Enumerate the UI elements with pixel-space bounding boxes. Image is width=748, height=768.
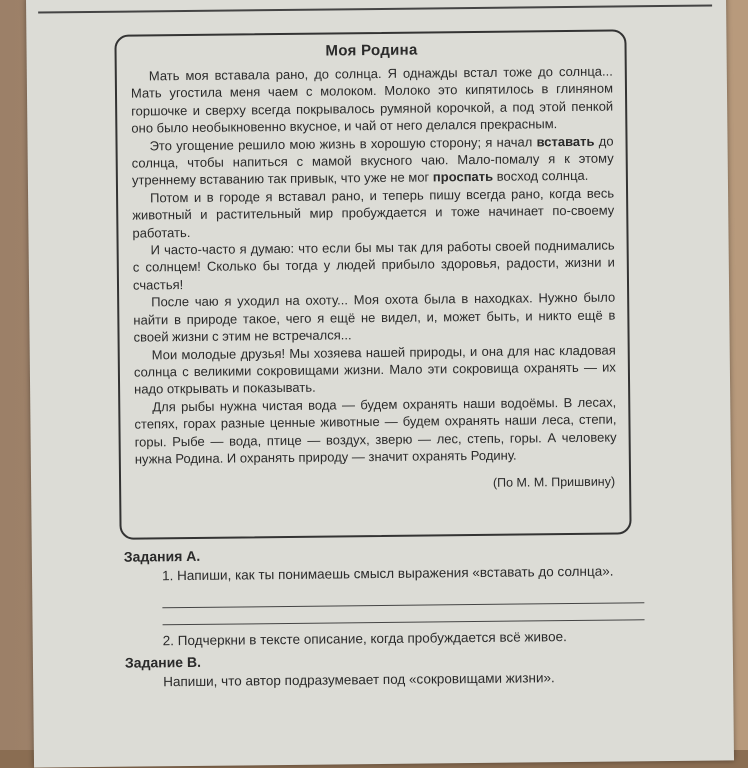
paragraph-3: Потом и в городе я вставал рано, и теперь пишу всегда рано, когда весь животный и растительный мир пробуждается и тоже начинает по-своему работать.: [132, 185, 615, 241]
paragraph-2: Это угощение решило мою жизнь в хорошую сторону; я начал вставать до солнца, чтобы напиться с мамой вкусного чаю. Мало-помалу я к этому утреннему вставанию так привык, что уже не мог проспать восход солнца.: [131, 133, 614, 189]
task-b: Напиши, что автор подразумевает под «сокровищами жизни».: [163, 670, 555, 690]
task-a2: 2. Подчеркни в тексте описание, когда пробуждается всё живое.: [162, 629, 567, 649]
author-attribution: (По М. М. Пришвину): [492, 474, 616, 491]
task-b-heading: Задание В.: [124, 653, 202, 671]
paragraph-1: Мать моя вставала рано, до солнца. Я однажды встал тоже до солнца... Мать угостила меня чаем с молоком. Молоко это кипятилось в глиняном горшочке и сверху всегда покрывалось румяной корочкой, а под этой пенкой оно было необыкновенно вкусное, и чай от него делался прекрасным.: [130, 63, 614, 136]
paragraph-7: Для рыбы нужна чистая вода — будем охранять наши водоёмы. В лесах, степях, горах разные ценные животные — будем охранять наши леса, степи, горы. Рыбе — вода, птице — воздух, зверю — лес, степь, горы. А человеку нужна Родина. И охранять природу — значит охранять Родину.: [134, 394, 617, 467]
story-frame: [114, 29, 631, 539]
paragraph-6: Мои молодые друзья! Мы хозяева нашей природы, и она для нас кладовая солнца с великими сокровищами жизни. Мало эти сокровища охранять — их надо открывать и показывать.: [133, 342, 616, 397]
bold-word-prospat: проспать: [432, 169, 494, 185]
story-title: Моя Родина: [325, 41, 418, 60]
worksheet-page: [26, 0, 734, 768]
top-rule: [38, 5, 712, 14]
paragraph-4: И часто-часто я думаю: что если бы мы так для работы своей поднимались с солнцем! Сколько бы тогда у людей прибыло здоровья, радости, жизни и счастья!: [132, 237, 615, 293]
bold-word-vstavat: вставать: [536, 133, 595, 149]
answer-line[interactable]: [162, 605, 644, 625]
tasks-section: [124, 543, 645, 691]
tasks-a-heading: Задания А.: [123, 547, 201, 565]
task-a1: 1. Напиши, как ты понимаешь смысл выражения «вставать до солнца».: [161, 563, 614, 584]
paragraph-5: После чаю я уходил на охоту... Моя охота была в находках. Нужно было найти в природе такое, чего я ещё не видел, и, может быть, и никто ещё в своей жизни с этим не встречался...: [133, 289, 616, 345]
story-text: [131, 63, 617, 468]
